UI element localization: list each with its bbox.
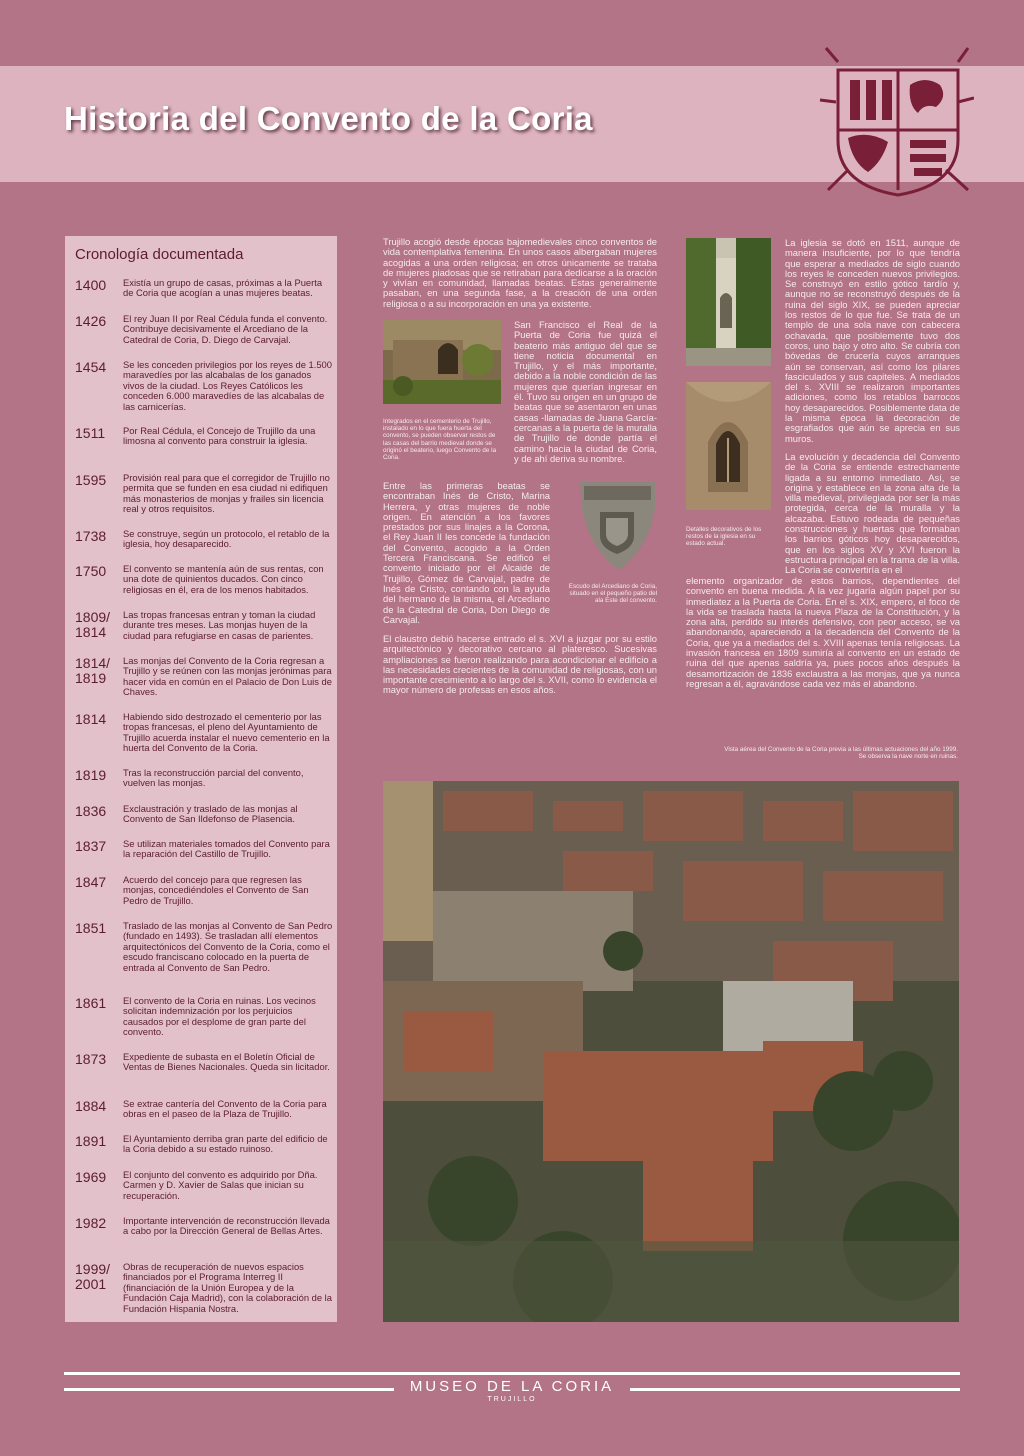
aerial-caption-line: Vista aérea del Convento de la Coria previa a las últimas actuaciones del año 1999. [724,746,958,753]
chronology-year: 1511 [75,425,106,441]
chronology-text: El Ayuntamiento derriba gran parte del edificio de la Coria debido a su estado ruinoso. [123,1133,328,1155]
chronology-text: Tras la reconstrucción parcial del convento, vuelven las monjas. [123,767,304,789]
aerial-caption [660,746,958,760]
chronology-text: Se extrae cantería del Convento de la Coria para obras en el paseo de la Plaza de Trujillo. [123,1098,327,1120]
iglesia-caption: Detalles decorativos de los restos de la iglesia en su estado actual. [686,526,762,548]
chronology-year: 1873 [75,1051,107,1067]
chronology-text: Acuerdo del concejo para que regresen las monjas, concediéndoles el Convento de San Pedro de Trujillo. [123,874,309,906]
chronology-text: El convento se mantenía aún de sus rentas, con una dote de quinientos ducados. Con cinco religiosas en él, era de los menos habitados. [123,563,324,595]
page-title: Historia del Convento de la Coria [64,100,593,137]
chronology-text: El conjunto del convento es adquirido por Dña. Carmen y D. Xavier de Salas que inician su recuperación. [123,1169,318,1201]
chronology-text: Provisión real para que el corregidor de Trujillo no permita que se funden en esa ciudad ni edifiquen más monasterios de monjas y frailes sin licencia real y otros requisitos. [123,472,330,515]
chronology-text: Importante intervención de reconstrucción llevada a cabo por la Dirección General de Bellas Artes. [123,1215,330,1237]
chronology-year: 1884 [75,1098,107,1114]
evolucion-paragraph-continued: elemento organizador de estos barrios, dependientes del convento en buena medida. A la vez jugaría algún papel por su inmediatez a la Puerta de Coria. En el s. XIX, empero, el foco de la vida se traslada hasta la nueva Plaza de la Constitución, y la zona alta, perdido su interés defensivo, con peor acceso, se va abandonando, apareciendo a la decadencia del Convento de la Coria, que ya a mediados del s. XVIII apenas tenía religiosas. La invasión francesa en 1809 sumiría al convento en un estado de ruina del que apenas saldría ya, pues pocos años después la desamortización de 1836 exclaustra a las monjas, que ya nunca regresan a él, agravándose cada vez más el abandono. [686,575,960,689]
chronology-year: 1847 [75,874,107,890]
chronology-text: Por Real Cédula, el Concejo de Trujillo da una limosna al convento para construir la iglesia. [123,425,316,447]
chronology-year: 1595 [75,472,107,488]
cemetery-caption: Integrados en el cementerio de Trujillo, instalado en lo que fuera huerta del convento, se pueden observar restos de las casas del barrio medieval donde se originó el beaterio, luego Convento de la Coria. [383,418,497,462]
chronology-year: 1809/ 1814 [75,609,111,640]
chronology-year: 1814 [75,711,107,727]
evolucion-paragraph: La evolución y decadencia del Convento de la Coria se entiende estrechamente ligada a su entorno inmediato. Así, se origina y establece en la zona alta de la villa medieval, privilegiada por ser la más protegida, cerca de la muralla y la alcazaba. Estuvo rodeada de pequeñas construcciones y huertas que formaban los barrios góticos hoy desaparecidos, que en los siglos XV y XVI fueron la estructura principal en la trama de la villa. La Coria se convertiría en el [785,451,960,576]
chronology-text: Traslado de las monjas al Convento de San Pedro (fundado en 1493). Se trasladan allí elementos arquitectónicos del Convento de la Coria, como el escudo franciscano colocado en la puerta de entrada al Convento de San Pedro. [123,920,333,973]
chronology-text: El rey Juan II por Real Cédula funda el convento. Contribuye decisivamente el Arcediano de la Catedral de Coria, D. Diego de Carvajal. [123,313,328,345]
chronology-year: 1819 [75,767,107,783]
chronology-panel [65,236,337,1322]
chronology-year: 1426 [75,313,107,329]
iglesia-paragraph: La iglesia se dotó en 1511, aunque de manera insuficiente, por lo que tendría que esperar a mediados de siglo cuando los reyes le conceden nuevos privilegios. Se construyó en estilo gótico tardío y, aunque no se reconstruyó después de la ruina del siglo XIX, se pueden apreciar los restos de lo que fue. Se trata de un templo de una sola nave con cabecera ochavada, que posiblemente tuvo dos coros, uno bajo y otro alto. Se cubría con bóvedas de crucería cuyos arranques aún se conservan, así como los pilares fasciculados y sus capiteles. A mediados del s. XVIII se realizaron importantes adiciones, como los retablos barrocos hoy desaparecidos. Posiblemente data de la misma época la decoración de esgrafiados que aún se aprecia en sus muros. [785,237,960,444]
chronology-text: Obras de recuperación de nuevos espacios financiados por el Programa Interreg II (financiación de la Unión Europea y de la Fundación Caja Madrid), con la colaboración de la Fundación Hispania Nostra. [123,1261,332,1314]
footer-title: MUSEO DE LA CORIA [409,1378,615,1395]
chronology-text: Se construye, según un protocolo, el retablo de la iglesia, hoy desaparecido. [123,528,330,550]
chronology-title: Cronología documentada [75,246,244,263]
chronology-text: Se les conceden privilegios por los reyes de 1.500 maravedíes por las alcabalas de los ganados vivos de la ciudad. Los Reyes Católicos les conceden 6.000 maravedíes de las alcabalas de las carnicerías. [123,359,332,412]
chronology-text: Existía un grupo de casas, próximas a la Puerta de Coria que acogían a unas mujeres beatas. [123,277,323,299]
chronology-year: 1738 [75,528,107,544]
chronology-year: 1969 [75,1169,107,1185]
chronology-year: 1851 [75,920,107,936]
aerial-caption-line: Se observa la nave norte en ruinas. [858,753,958,761]
chronology-text: Las tropas francesas entran y toman la ciudad durante tres meses. Las monjas huyen de la ciudad para refugiarse en casas de parientes. [123,609,316,641]
chronology-year: 1400 [75,277,107,293]
escudo-photo [578,478,657,574]
chronology-text: El convento de la Coria en ruinas. Los vecinos solicitan indemnización por los perjuicios causados por el desplome de gran parte del convento. [123,995,316,1038]
chronology-text: Las monjas del Convento de la Coria regresan a Trujillo y se reúnen con las monjas jerónimas para hacer vida en común en el Palacio de Don Luis de Chaves. [123,655,332,698]
cemetery-ruins-photo [383,320,501,404]
chronology-year: 1999/ 2001 [75,1261,111,1292]
chronology-text: Se utilizan materiales tomados del Convento para la reparación del Castillo de Trujillo. [123,838,330,860]
chronology-year: 1454 [75,359,107,375]
coat-of-arms-icon [818,40,974,202]
cloister-photo [686,238,771,366]
beatas-paragraph: Entre las primeras beatas se encontraban Inés de Cristo, Marina Herrera, y otras mujeres de noble origen. En atención a los favores prestados por sus linajes a la Corona, el Rey Juan II les concede la fundación del Convento, acogido a la Orden Tercera Franciscana. Se edificó el convento iniciado por el Alcaide de Trujillo, Gómez de Carvajal, padre de Inés de Cristo, contando con la ayuda del hermano de la misma, el Arcediano de la Catedral de Coria, Don Diego de Carvajal. [383,480,550,625]
footer-subtitle: TRUJILLO [487,1396,537,1403]
chronology-text: Exclaustración y traslado de las monjas al Convento de San Ildefonso de Plasencia. [123,803,298,825]
chronology-year: 1836 [75,803,107,819]
escudo-caption: Escudo del Arcediano de Coria, situado en el pequeño patio del ala Este del convento. [568,583,657,605]
chronology-year: 1861 [75,995,107,1011]
chronology-year: 1837 [75,838,107,854]
intro-paragraph: Trujillo acogió desde épocas bajomedievales cinco conventos de vida contemplativa femenina. En unos casos albergaban mujeres acogidas a una orden religiosa; en otros únicamente se trataba de mujeres piadosas que se retiraban para dedicarse a la oración y vivían en comunidad, llamadas beatas. Estas generalmente pasaban, en una segunda fase, a la creación de una orden religiosa o a su incorporación en una ya existente. [383,236,657,309]
beaterio-paragraph: San Francisco el Real de la Puerta de Coria fue quizá el beaterio más antiguo del que se tiene noticia documental en Trujillo, y el más importante, debido a la noble condición de las mujeres que querían ingresar en él. Tuvo su origen en un grupo de beatas que se asentaron en unas casas -llamadas de Juana García- cercanas a la puerta de la muralla de Trujillo de donde partía el camino hacia la ciudad de Coria, y de ahí deriva su nombre. [514,319,657,464]
chronology-year: 1814/ 1819 [75,655,111,686]
chronology-text: Habiendo sido destrozado el cementerio por las tropas francesas, el pleno del Ayuntamiento de Trujillo acuerda instalar el nuevo cementerio en la huerta del Convento de la Coria. [123,711,330,754]
aerial-view-photo [383,781,959,1322]
chronology-year: 1750 [75,563,107,579]
chronology-year: 1891 [75,1133,107,1149]
church-window-photo [686,382,771,510]
footer-rule-top [64,1372,960,1375]
chronology-text: Expediente de subasta en el Boletín Oficial de Ventas de Bienes Nacionales. Queda sin licitador. [123,1051,330,1073]
claustro-paragraph: El claustro debió hacerse entrado el s. XVI a juzgar por su estilo arquitectónico y decorativo cercano al plateresco. Sucesivas ampliaciones se fueron realizando para acondicionar el edificio a las necesidades crecientes de la comunidad de religiosas, con un importante crecimiento a lo largo del s. XVII, como lo evidencia el mayor número de profesas en esos años. [383,633,657,696]
chronology-year: 1982 [75,1215,107,1231]
